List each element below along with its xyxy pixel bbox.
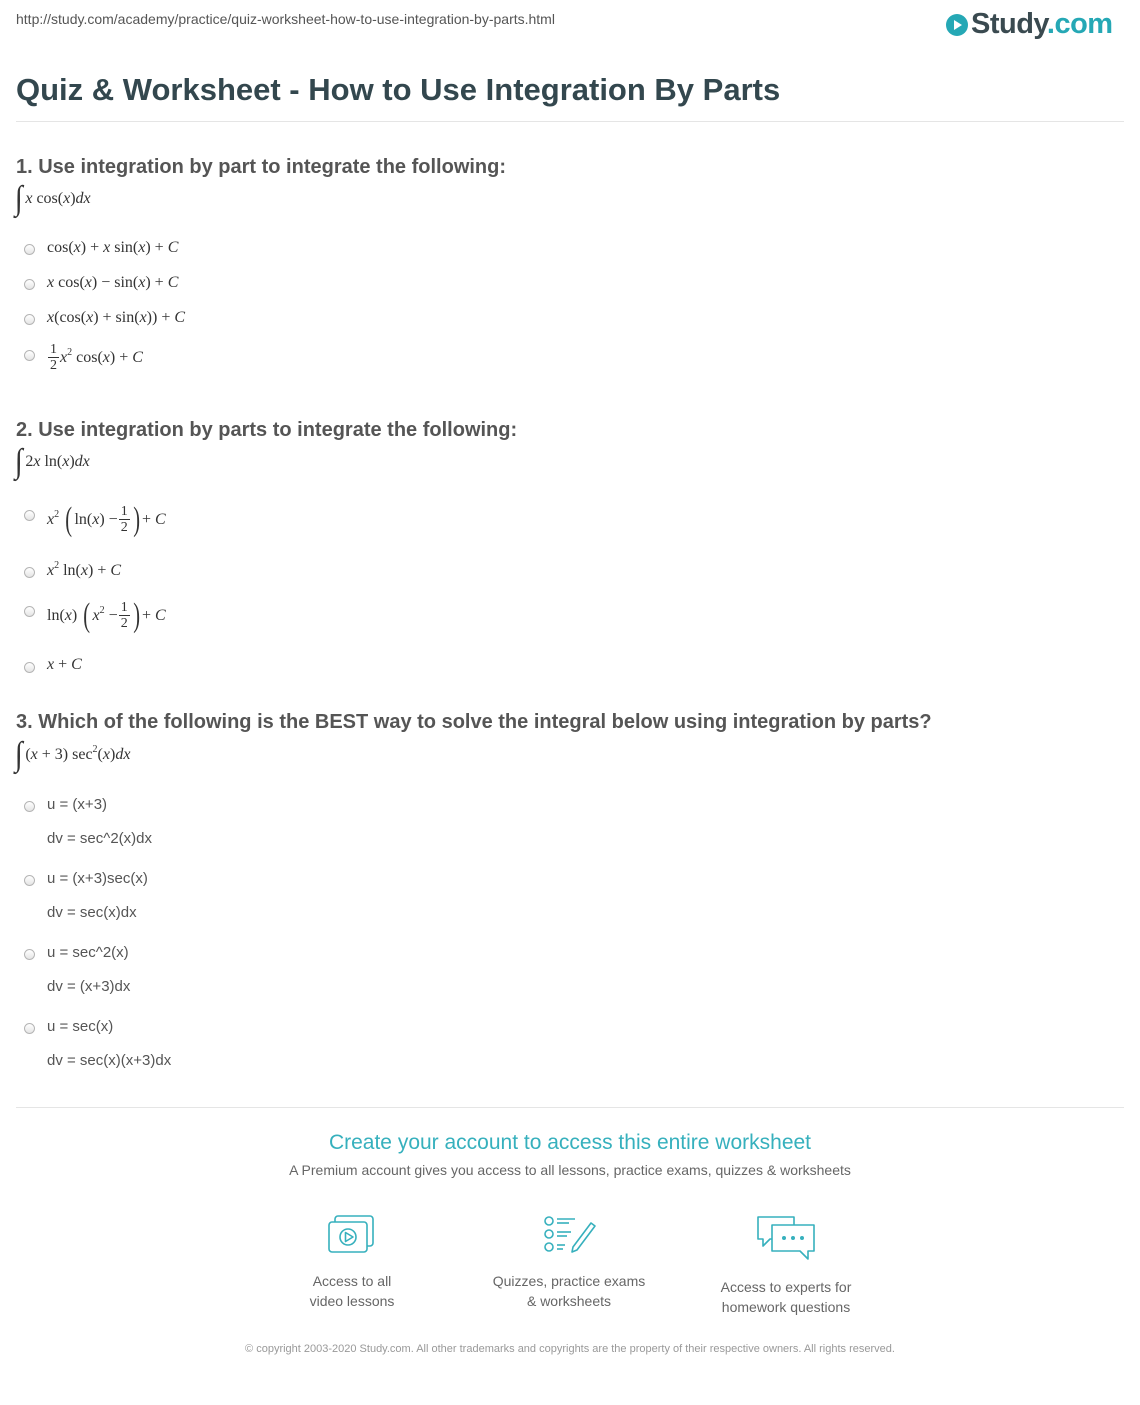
radio-button[interactable] [24, 279, 35, 290]
option-dv: dv = (x+3)dx [47, 978, 131, 995]
option-math: $x^2$ ln(x) + C [47, 560, 122, 579]
question-2-option-1[interactable] [24, 500, 166, 538]
create-account-link[interactable]: Create your account to access this entire worksheet [328, 1131, 812, 1154]
radio-button[interactable] [24, 314, 35, 325]
option-math: cos(x) + x sin(x) + C [47, 239, 179, 256]
play-logo-icon [946, 14, 968, 36]
feature-label: Quizzes, practice exams & worksheets [492, 1273, 646, 1309]
divider [16, 121, 1124, 122]
page-title: Quiz & Worksheet - How to Use Integration By Parts [16, 72, 781, 107]
page-url: http://study.com/academy/practice/quiz-worksheet-how-to-use-integration-by-parts.html [16, 11, 555, 27]
question-1-option-4[interactable] [24, 342, 143, 373]
option-u: u = sec^2(x) [47, 944, 129, 961]
radio-button[interactable] [24, 662, 35, 673]
question-2-integral: ∫ 2x ln(x)dx [14, 443, 90, 480]
cta-subtitle: A Premium account gives you access to all lessons, practice exams, quizzes & worksheets [289, 1162, 851, 1178]
option-dv: dv = sec^2(x)dx [47, 830, 152, 847]
logo-text: Study.com [971, 8, 1113, 40]
radio-button[interactable] [24, 510, 35, 521]
question-1-option-2[interactable] [24, 274, 178, 292]
question-2-option-3[interactable] [24, 596, 166, 634]
option-math: $\frac{1}{2}$ $x^2$ cos(x) + C [50, 342, 143, 373]
option-math: x cos(x) − sin(x) + C [47, 274, 179, 291]
radio-button[interactable] [24, 875, 35, 886]
feature-label: Access to all video lessons [309, 1273, 395, 1309]
option-math: x(cos(x) + sin(x)) + C [47, 309, 186, 326]
divider [16, 1107, 1124, 1108]
question-2-option-4[interactable] [24, 656, 82, 674]
chat-bubbles-icon [754, 1213, 818, 1263]
feature-label: Access to experts for homework questions [720, 1279, 852, 1315]
option-dv: dv = sec(x)(x+3)dx [47, 1052, 172, 1069]
question-3-option-4[interactable] [24, 1017, 171, 1071]
radio-button[interactable] [24, 244, 35, 255]
radio-button[interactable] [24, 350, 35, 361]
option-u: u = (x+3)sec(x) [47, 870, 148, 887]
feature-experts [686, 1213, 886, 1317]
option-dv: dv = sec(x)dx [47, 904, 137, 921]
feature-video-lessons [252, 1213, 452, 1311]
quiz-checklist-icon [541, 1213, 597, 1257]
question-3-option-1[interactable] [24, 795, 152, 849]
question-3-option-2[interactable] [24, 869, 148, 923]
radio-button[interactable] [24, 1023, 35, 1034]
study-logo[interactable] [946, 8, 1113, 40]
question-3-option-3[interactable] [24, 943, 130, 997]
radio-button[interactable] [24, 567, 35, 578]
video-lessons-icon [326, 1213, 378, 1257]
radio-button[interactable] [24, 606, 35, 617]
question-3-title: 3. Which of the following is the BEST way to solve the integral below using integration by parts? [16, 711, 932, 733]
feature-quizzes [469, 1213, 669, 1311]
radio-button[interactable] [24, 949, 35, 960]
radio-button[interactable] [24, 801, 35, 812]
question-1-option-1[interactable] [24, 239, 178, 257]
option-u: u = (x+3) [47, 796, 108, 813]
question-2-title: 2. Use integration by parts to integrate the following: [16, 419, 518, 441]
question-1-option-3[interactable] [24, 309, 185, 327]
copyright-notice: © copyright 2003-2020 Study.com. All other trademarks and copyrights are the property of their respective owners. All rights reserved. [245, 1343, 895, 1355]
option-u: u = sec(x) [47, 1018, 114, 1035]
question-2-option-2[interactable] [24, 562, 121, 580]
option-math: x + C [47, 656, 82, 673]
option-math: $x^2$ ( ln(x) − $\frac{1}{2}$ ) + C [47, 500, 166, 538]
question-3-integral: ∫ (x + 3) $\sec^2(x)dx$ [14, 736, 131, 773]
question-1-integral: ∫ x cos(x)dx [14, 180, 91, 217]
question-1-title: 1. Use integration by part to integrate the following: [16, 156, 507, 178]
option-math: ln(x) ( $x^2$ − $\frac{1}{2}$ ) + C [47, 596, 166, 634]
